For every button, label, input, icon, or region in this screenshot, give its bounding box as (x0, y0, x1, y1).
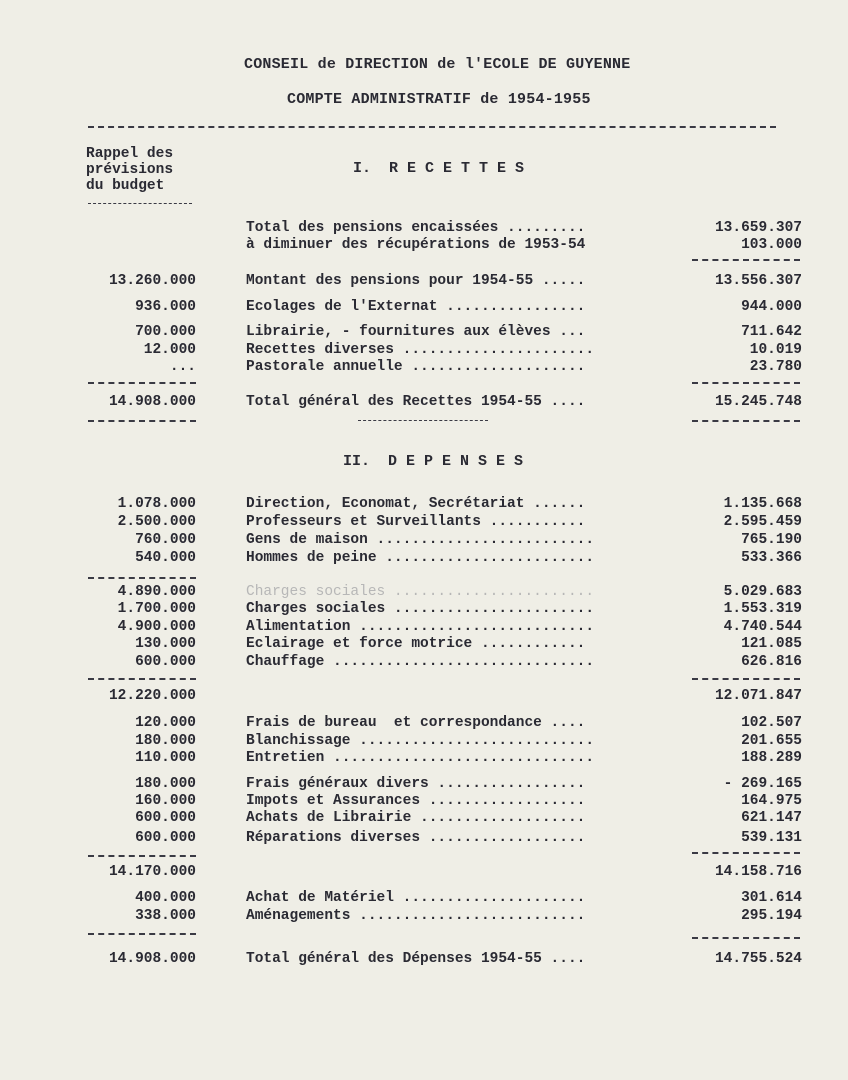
budget-cell: 338.000 (135, 908, 196, 924)
budget-cell: ... (169, 359, 196, 375)
total-rule-value (692, 420, 800, 422)
value-cell: 533.366 (741, 550, 802, 566)
budget-cell: 12.000 (143, 342, 196, 358)
budget-cell: 14.908.000 (108, 394, 196, 410)
subtotal-rule-budget (88, 577, 196, 579)
label-cell: Achat de Matériel ..................... (246, 890, 586, 906)
value-cell: 1.553.319 (723, 601, 802, 617)
subtotal-rule-value (692, 678, 800, 680)
table-row (0, 750, 848, 767)
value-cell: 1.135.668 (723, 496, 802, 512)
label-cell: Entretien .............................. (246, 750, 595, 766)
value-cell: 23.780 (749, 359, 802, 375)
label-cell: Gens de maison ......................... (246, 532, 595, 548)
table-row (0, 715, 848, 732)
label-cell: à diminuer des récupérations de 1953-54 (246, 237, 586, 253)
table-row (0, 601, 848, 618)
label-cell: Frais généraux divers ................. (246, 776, 586, 792)
budget-cell: 540.000 (135, 550, 196, 566)
budget-header-line2: prévisions (86, 162, 174, 178)
value-cell: 539.131 (741, 830, 802, 846)
table-row (0, 532, 848, 549)
header-rule (88, 126, 776, 128)
table-row-total (0, 394, 848, 411)
table-row (0, 733, 848, 750)
budget-cell: 936.000 (135, 299, 196, 315)
budget-cell: 14.908.000 (108, 951, 196, 967)
table-row (0, 810, 848, 827)
label-cell: Recettes diverses ...................... (246, 342, 595, 358)
budget-cell: 600.000 (135, 830, 196, 846)
table-row (0, 908, 848, 925)
budget-cell: 12.220.000 (108, 688, 196, 704)
label-cell: Pastorale annuelle .................... (246, 359, 586, 375)
budget-cell: 600.000 (135, 654, 196, 670)
budget-cell: 14.170.000 (108, 864, 196, 880)
budget-cell: 1.078.000 (117, 496, 196, 512)
label-cell: Eclairage et force motrice ............ (246, 636, 586, 652)
label-cell: Alimentation ........................... (246, 619, 595, 635)
budget-column-header (86, 146, 173, 194)
table-row (0, 496, 848, 513)
table-row (0, 342, 848, 359)
table-row (0, 324, 848, 341)
table-row-subtotal (0, 688, 848, 705)
value-cell: 121.085 (741, 636, 802, 652)
value-cell: 14.755.524 (714, 951, 802, 967)
label-cell: Impots et Assurances .................. (246, 793, 586, 809)
label-cell: Blanchissage ........................... (246, 733, 595, 749)
budget-cell: 4.900.000 (117, 619, 196, 635)
budget-cell: 160.000 (135, 793, 196, 809)
section-heading-depenses: II. D E P E N S E S (343, 453, 524, 470)
value-cell: 944.000 (741, 299, 802, 315)
table-row (0, 237, 848, 254)
total-rule-value (692, 382, 800, 384)
value-cell: 2.595.459 (723, 514, 802, 530)
table-row (0, 299, 848, 316)
budget-cell: 600.000 (135, 810, 196, 826)
budget-cell: 2.500.000 (117, 514, 196, 530)
budget-cell: 120.000 (135, 715, 196, 731)
budget-header-line1: Rappel des (86, 146, 174, 162)
table-row (0, 890, 848, 907)
table-row (0, 636, 848, 653)
budget-cell: 110.000 (135, 750, 196, 766)
value-cell: 13.659.307 (714, 220, 802, 236)
total-rule-budget (88, 933, 196, 935)
label-cell: Aménagements .......................... (246, 908, 586, 924)
label-cell: Ecolages de l'Externat ................ (246, 299, 586, 315)
table-row (0, 273, 848, 290)
budget-header-line3: du budget (86, 178, 165, 194)
budget-cell: 760.000 (135, 532, 196, 548)
total-rule-value (692, 937, 800, 939)
table-row (0, 830, 848, 847)
value-cell: 765.190 (741, 532, 802, 548)
label-cell: Charges sociales ....................... (246, 601, 595, 617)
label-cell: Frais de bureau et correspondance .... (246, 715, 586, 731)
value-cell: 4.740.544 (723, 619, 802, 635)
value-cell: 15.245.748 (714, 394, 802, 410)
label-cell: Total général des Recettes 1954-55 .... (246, 394, 586, 410)
budget-cell: 180.000 (135, 733, 196, 749)
document-title: CONSEIL de DIRECTION de l'ECOLE DE GUYENNE (244, 56, 631, 73)
value-cell: 10.019 (749, 342, 802, 358)
value-cell: 164.975 (741, 793, 802, 809)
value-cell: 626.816 (741, 654, 802, 670)
total-rule-budget (88, 420, 196, 422)
table-row (0, 220, 848, 237)
value-cell: - 269.165 (723, 776, 802, 792)
table-row (0, 793, 848, 810)
value-cell: 711.642 (741, 324, 802, 340)
budget-cell: 130.000 (135, 636, 196, 652)
subtotal-rule (692, 259, 800, 261)
budget-cell: 4.890.000 (117, 584, 196, 600)
budget-cell: 700.000 (135, 324, 196, 340)
value-cell: 188.289 (741, 750, 802, 766)
label-cell: Total général des Dépenses 1954-55 .... (246, 951, 586, 967)
value-cell: 201.655 (741, 733, 802, 749)
value-cell: 621.147 (741, 810, 802, 826)
value-cell: 14.158.716 (714, 864, 802, 880)
label-cell: Librairie, - fournitures aux élèves ... (246, 324, 586, 340)
value-cell: 5.029.683 (723, 584, 802, 600)
subtotal-rule-value (692, 852, 800, 854)
budget-header-rule (88, 203, 192, 204)
value-cell: 13.556.307 (714, 273, 802, 289)
document-subtitle: COMPTE ADMINISTRATIF de 1954-1955 (287, 91, 591, 108)
table-row (0, 359, 848, 376)
section-heading-recettes: I. R E C E T T E S (353, 160, 525, 177)
budget-cell: 13.260.000 (108, 273, 196, 289)
label-cell: Achats de Librairie ................... (246, 810, 586, 826)
table-row (0, 654, 848, 671)
total-rule-label (358, 420, 488, 421)
table-row (0, 776, 848, 793)
label-cell: Direction, Economat, Secrétariat ...... (246, 496, 586, 512)
budget-cell: 400.000 (135, 890, 196, 906)
label-cell: Réparations diverses .................. (246, 830, 586, 846)
value-cell: 103.000 (741, 237, 802, 253)
value-cell: 295.194 (741, 908, 802, 924)
label-cell: Montant des pensions pour 1954-55 ..... (246, 273, 586, 289)
table-row (0, 584, 848, 601)
total-rule-budget (88, 382, 196, 384)
label-cell-faded: Charges sociales ....................... (246, 584, 595, 600)
value-cell: 102.507 (741, 715, 802, 731)
table-row-total (0, 951, 848, 968)
subtotal-rule-budget (88, 855, 196, 857)
label-cell: Total des pensions encaissées ......... (246, 220, 586, 236)
subtotal-rule-budget (88, 678, 196, 680)
table-row (0, 514, 848, 531)
budget-cell: 1.700.000 (117, 601, 196, 617)
value-cell: 12.071.847 (714, 688, 802, 704)
label-cell: Hommes de peine ........................ (246, 550, 595, 566)
label-cell: Chauffage .............................. (246, 654, 595, 670)
value-cell: 301.614 (741, 890, 802, 906)
table-row-subtotal (0, 864, 848, 881)
budget-cell: 180.000 (135, 776, 196, 792)
label-cell: Professeurs et Surveillants ........... (246, 514, 586, 530)
table-row (0, 619, 848, 636)
table-row (0, 550, 848, 567)
